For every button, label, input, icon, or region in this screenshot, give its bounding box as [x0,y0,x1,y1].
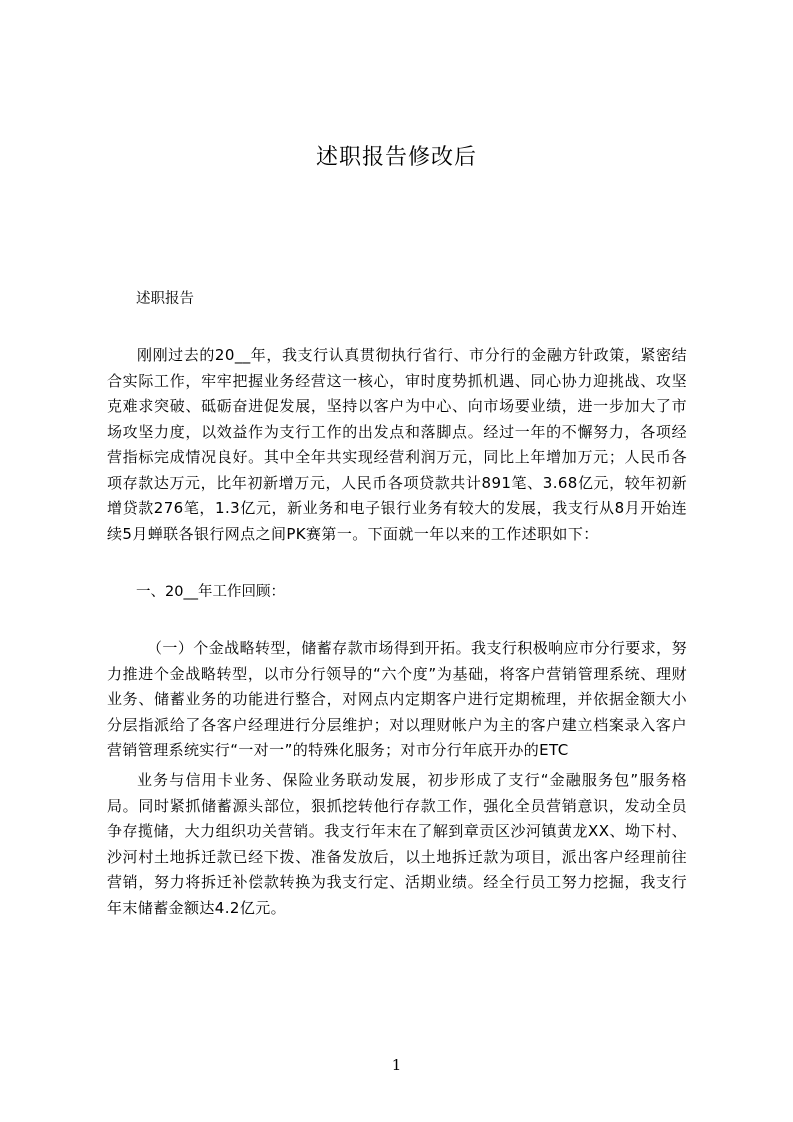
intro-paragraph: 刚刚过去的20__年，我支行认真贯彻执行省行、市分行的金融方针政策，紧密结合实际工作，牢牢把握业务经营这一核心，审时度势抓机遇、同心协力迎挑战、攻坚克难求突破、砥砺奋进促发展，坚持以客户为中心、向市场要业绩，进一步加大了市场攻坚力度，以效益作为支行工作的出发点和落脚点。经过一年的不懈努力，各项经营指标完成情况良好。其中全年共实现经营利润万元，同比上年增加万元；人民币各项存款达万元，比年初新增万元，人民币各项贷款共计891笔、3.68亿元，较年初新增贷款276笔，1.3亿元，新业务和电子银行业务有较大的发展，我支行从8月开始连续5月蝉联各银行网点之间PK赛第一。下面就一年以来的工作述职如下： [107,346,687,543]
report-subtitle: 述职报告 [136,291,194,307]
page-number: 1 [391,1056,402,1074]
item-1-paragraph: （一）个金战略转型，储蓄存款市场得到开拓。我支行积极响应市分行要求，努力推进个金战略转型，以市分行领导的“六个度”为基础，将客户营销管理系统、理财业务、储蓄业务的功能进行整合，对网点内定期客户进行定期梳理，并依据金额大小分层指派给了各客户经理进行分层维护；对以理财帐户为主的客户建立档案录入客户营销管理系统实行“一对一”的特殊化服务；对市分行年底开办的ETC [107,639,687,759]
document-title: 述职报告修改后 [315,145,477,170]
section-heading-review: 一、20__年工作回顾： [136,584,285,600]
item-1-continued-paragraph: 业务与信用卡业务、保险业务联动发展，初步形成了支行“金融服务包”服务格局。同时紧抓储蓄源头部位，狠抓挖转他行存款工作，强化全员营销意识，发动全员争存揽储，大力组织功关营销。我支行年末在了解到章贡区沙河镇黄龙XX、坳下村、沙河村土地拆迁款已经下拨、准备发放后，以土地拆迁款为项目，派出客户经理前往营销，努力将拆迁补偿款转换为我支行定、活期业绩。经全行员工努力挖掘，我支行年末储蓄金额达4.2亿元。 [107,771,687,917]
